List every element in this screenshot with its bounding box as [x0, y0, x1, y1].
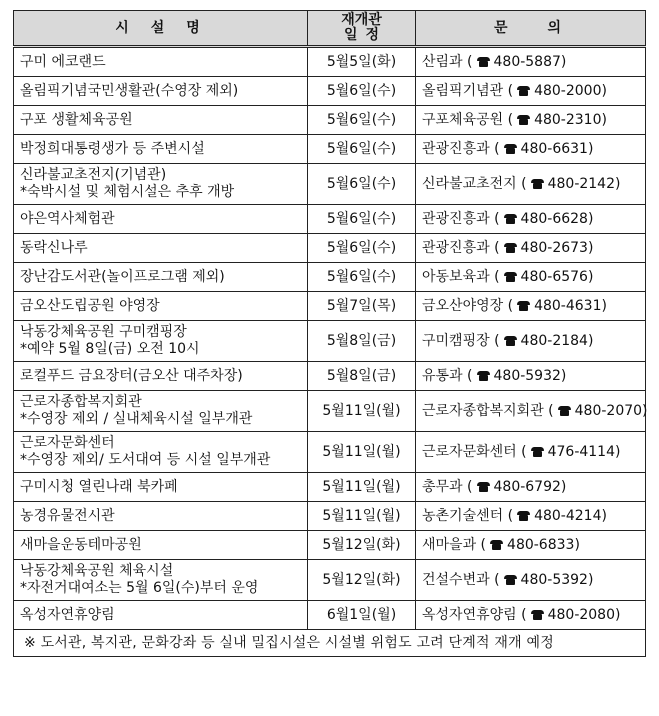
table-row: [14, 432, 646, 473]
contact-phone: 476-4114: [547, 443, 615, 460]
facility-cell: [14, 47, 308, 77]
contact-cell: 구미캠핑장 ( 480-2184): [416, 321, 646, 362]
facility-name: 낙동강체육공원 구미캠핑장: [20, 324, 187, 340]
phone-icon: [531, 610, 544, 620]
facility-cell: [14, 560, 308, 601]
contact-department: 유통과: [422, 367, 463, 384]
facility-cell: [14, 601, 308, 630]
contact-cell: 올림픽기념관 ( 480-2000): [416, 77, 646, 106]
contact-cell: 새마을과 ( 480-6833): [416, 531, 646, 560]
reopen-date: 5월7일(목): [308, 292, 416, 321]
facility-remark: *예약 5월 8일(금) 오전 10시: [20, 341, 200, 357]
facility-cell: [14, 135, 308, 164]
contact-department: 금오산야영장: [422, 297, 504, 314]
reopen-date: 5월6일(수): [308, 135, 416, 164]
contact-phone: 480-2000: [534, 82, 602, 99]
facility-name: 금오산도립공원 야영장: [20, 297, 160, 314]
facility-cell: [14, 362, 308, 391]
reopen-date: 6월1일(월): [308, 601, 416, 630]
contact-cell: 유통과 ( 480-5932): [416, 362, 646, 391]
phone-icon: [517, 301, 530, 311]
facility-cell: [14, 77, 308, 106]
table-row: [14, 135, 646, 164]
table-row: [14, 234, 646, 263]
table-row: [14, 205, 646, 234]
contact-department: 옥성자연휴양림: [422, 606, 517, 623]
contact-cell: 관광진흥과 ( 480-2673): [416, 234, 646, 263]
reopen-date: 5월6일(수): [308, 77, 416, 106]
table-row: [14, 47, 646, 77]
reopen-date: 5월12일(화): [308, 531, 416, 560]
reopen-date: 5월11일(월): [308, 502, 416, 531]
facility-cell: [14, 391, 308, 432]
facility-cell: [14, 234, 308, 263]
contact-cell: 산림과 ( 480-5887): [416, 47, 646, 77]
contact-department: 올림픽기념관: [422, 82, 504, 99]
table-row: [14, 560, 646, 601]
contact-cell: 관광진흥과 ( 480-6628): [416, 205, 646, 234]
facility-name: 근로자종합복지회관: [20, 394, 142, 410]
contact-phone: 480-5392: [520, 571, 588, 588]
reopen-date: 5월11일(월): [308, 473, 416, 502]
contact-phone: 480-2310: [534, 111, 602, 128]
facility-name: 구미 에코랜드: [20, 53, 106, 70]
contact-phone: 480-6576: [520, 268, 588, 285]
reopen-date: 5월12일(화): [308, 560, 416, 601]
contact-cell: 근로자문화센터 ( 476-4114): [416, 432, 646, 473]
contact-cell: 총무과 ( 480-6792): [416, 473, 646, 502]
facility-name: 신라불교초전지(기념관): [20, 167, 167, 183]
facility-name: 근로자문화센터: [20, 435, 115, 451]
facility-remark: *숙박시설 및 체험시설은 추후 개방: [20, 184, 235, 200]
table-row: [14, 77, 646, 106]
header-reopen-line2: 일정: [343, 27, 388, 43]
facility-name: 올림픽기념국민생활관(수영장 제외): [20, 82, 239, 99]
contact-phone: 480-5887: [493, 53, 561, 70]
schedule-table: [13, 10, 646, 657]
contact-department: 농촌기술센터: [422, 507, 504, 524]
contact-department: 아동보육과: [422, 268, 490, 285]
reopen-date: 5월6일(수): [308, 205, 416, 234]
phone-icon: [504, 243, 517, 253]
facility-name: 장난감도서관(놀이프로그램 제외): [20, 268, 225, 285]
contact-phone: 480-6792: [493, 478, 561, 495]
phone-icon: [504, 272, 517, 282]
footnote: ※ 도서관, 복지관, 문화강좌 등 실내 밀집시설은 시설별 위험도 고려 단계적 재개 예정: [14, 630, 646, 657]
contact-phone: 480-5932: [493, 367, 561, 384]
contact-cell: 건설수변과 ( 480-5392): [416, 560, 646, 601]
facility-cell: [14, 432, 308, 473]
header-reopen-line1: 재개관: [341, 12, 382, 28]
facility-remark: *수영장 제외/ 도서대여 등 시설 일부개관: [20, 452, 271, 468]
reopen-date: 5월6일(수): [308, 263, 416, 292]
facility-remark: *수영장 제외 / 실내체육시설 일부개관: [20, 411, 253, 427]
table-row: [14, 473, 646, 502]
reopen-date: 5월5일(화): [308, 47, 416, 77]
phone-icon: [504, 336, 517, 346]
facility-cell: [14, 292, 308, 321]
phone-icon: [531, 179, 544, 189]
note-row: [14, 630, 646, 657]
contact-cell: 신라불교초전지 ( 480-2142): [416, 164, 646, 205]
table-row: [14, 601, 646, 630]
contact-phone: 480-6631: [520, 140, 588, 157]
table-row: [14, 531, 646, 560]
contact-phone: 480-4631: [534, 297, 602, 314]
facility-cell: [14, 502, 308, 531]
phone-icon: [517, 115, 530, 125]
contact-cell: 근로자종합복지회관 ( 480-2070): [416, 391, 646, 432]
phone-icon: [558, 406, 571, 416]
facility-cell: [14, 263, 308, 292]
contact-cell: 금오산야영장 ( 480-4631): [416, 292, 646, 321]
contact-cell: 관광진흥과 ( 480-6631): [416, 135, 646, 164]
contact-phone: 480-6833: [507, 536, 575, 553]
phone-icon: [504, 214, 517, 224]
facility-name: 농경유물전시관: [20, 507, 115, 524]
contact-cell: 구포체육공원 ( 480-2310): [416, 106, 646, 135]
contact-phone: 480-2080: [547, 606, 615, 623]
facility-name: 로컬푸드 금요장터(금오산 대주차장): [20, 367, 243, 384]
phone-icon: [477, 482, 490, 492]
reopening-schedule: [13, 10, 648, 657]
facility-name: 야은역사체험관: [20, 210, 115, 227]
reopen-date: 5월6일(수): [308, 106, 416, 135]
header-reopen-date: [308, 11, 416, 47]
facility-cell: [14, 321, 308, 362]
table-row: [14, 292, 646, 321]
table-body: [14, 47, 646, 630]
phone-icon: [490, 540, 503, 550]
contact-department: 근로자문화센터: [422, 443, 517, 460]
contact-department: 신라불교초전지: [422, 175, 517, 192]
reopen-date: 5월6일(수): [308, 164, 416, 205]
contact-phone: 480-6628: [520, 210, 588, 227]
table-row: [14, 502, 646, 531]
contact-phone: 480-2070: [574, 402, 643, 419]
table-row: [14, 164, 646, 205]
table-row: [14, 263, 646, 292]
contact-department: 관광진흥과: [422, 239, 490, 256]
facility-name: 구포 생활체육공원: [20, 111, 133, 128]
contact-phone: 480-2673: [520, 239, 588, 256]
table-header-row: [14, 11, 646, 47]
table-row: [14, 362, 646, 391]
phone-icon: [477, 371, 490, 381]
contact-phone: 480-2142: [547, 175, 615, 192]
contact-department: 새마을과: [422, 536, 477, 553]
header-contact: 문의: [416, 11, 646, 47]
contact-department: 총무과: [422, 478, 463, 495]
reopen-date: 5월8일(금): [308, 362, 416, 391]
contact-department: 구포체육공원: [422, 111, 504, 128]
header-facility: 시설명: [14, 11, 308, 47]
phone-icon: [504, 575, 517, 585]
facility-name: 동락신나루: [20, 239, 88, 256]
contact-phone: 480-4214: [534, 507, 602, 524]
phone-icon: [531, 447, 544, 457]
facility-name: 구미시청 열린나래 북카페: [20, 478, 178, 495]
reopen-date: 5월11일(월): [308, 391, 416, 432]
reopen-date: 5월11일(월): [308, 432, 416, 473]
contact-department: 산림과: [422, 53, 463, 70]
facility-name: 새마을운동테마공원: [20, 536, 142, 553]
phone-icon: [517, 86, 530, 96]
contact-cell: 아동보육과 ( 480-6576): [416, 263, 646, 292]
contact-cell: 옥성자연휴양림 ( 480-2080): [416, 601, 646, 630]
table-row: [14, 391, 646, 432]
facility-cell: [14, 473, 308, 502]
facility-remark: *자전거대여소는 5월 6일(수)부터 운영: [20, 580, 259, 596]
contact-department: 건설수변과: [422, 571, 490, 588]
table-row: [14, 106, 646, 135]
facility-cell: [14, 164, 308, 205]
contact-phone: 480-2184: [520, 332, 588, 349]
contact-department: 구미캠핑장: [422, 332, 490, 349]
facility-name: 박정희대통령생가 등 주변시설: [20, 140, 205, 157]
table-row: [14, 321, 646, 362]
contact-department: 근로자종합복지회관: [422, 402, 544, 419]
facility-cell: [14, 106, 308, 135]
reopen-date: 5월8일(금): [308, 321, 416, 362]
phone-icon: [517, 511, 530, 521]
facility-name: 옥성자연휴양림: [20, 606, 115, 623]
phone-icon: [504, 144, 517, 154]
reopen-date: 5월6일(수): [308, 234, 416, 263]
facility-name: 낙동강체육공원 체육시설: [20, 563, 174, 579]
facility-cell: [14, 205, 308, 234]
contact-department: 관광진흥과: [422, 210, 490, 227]
facility-cell: [14, 531, 308, 560]
contact-cell: 농촌기술센터 ( 480-4214): [416, 502, 646, 531]
phone-icon: [477, 57, 490, 67]
contact-department: 관광진흥과: [422, 140, 490, 157]
